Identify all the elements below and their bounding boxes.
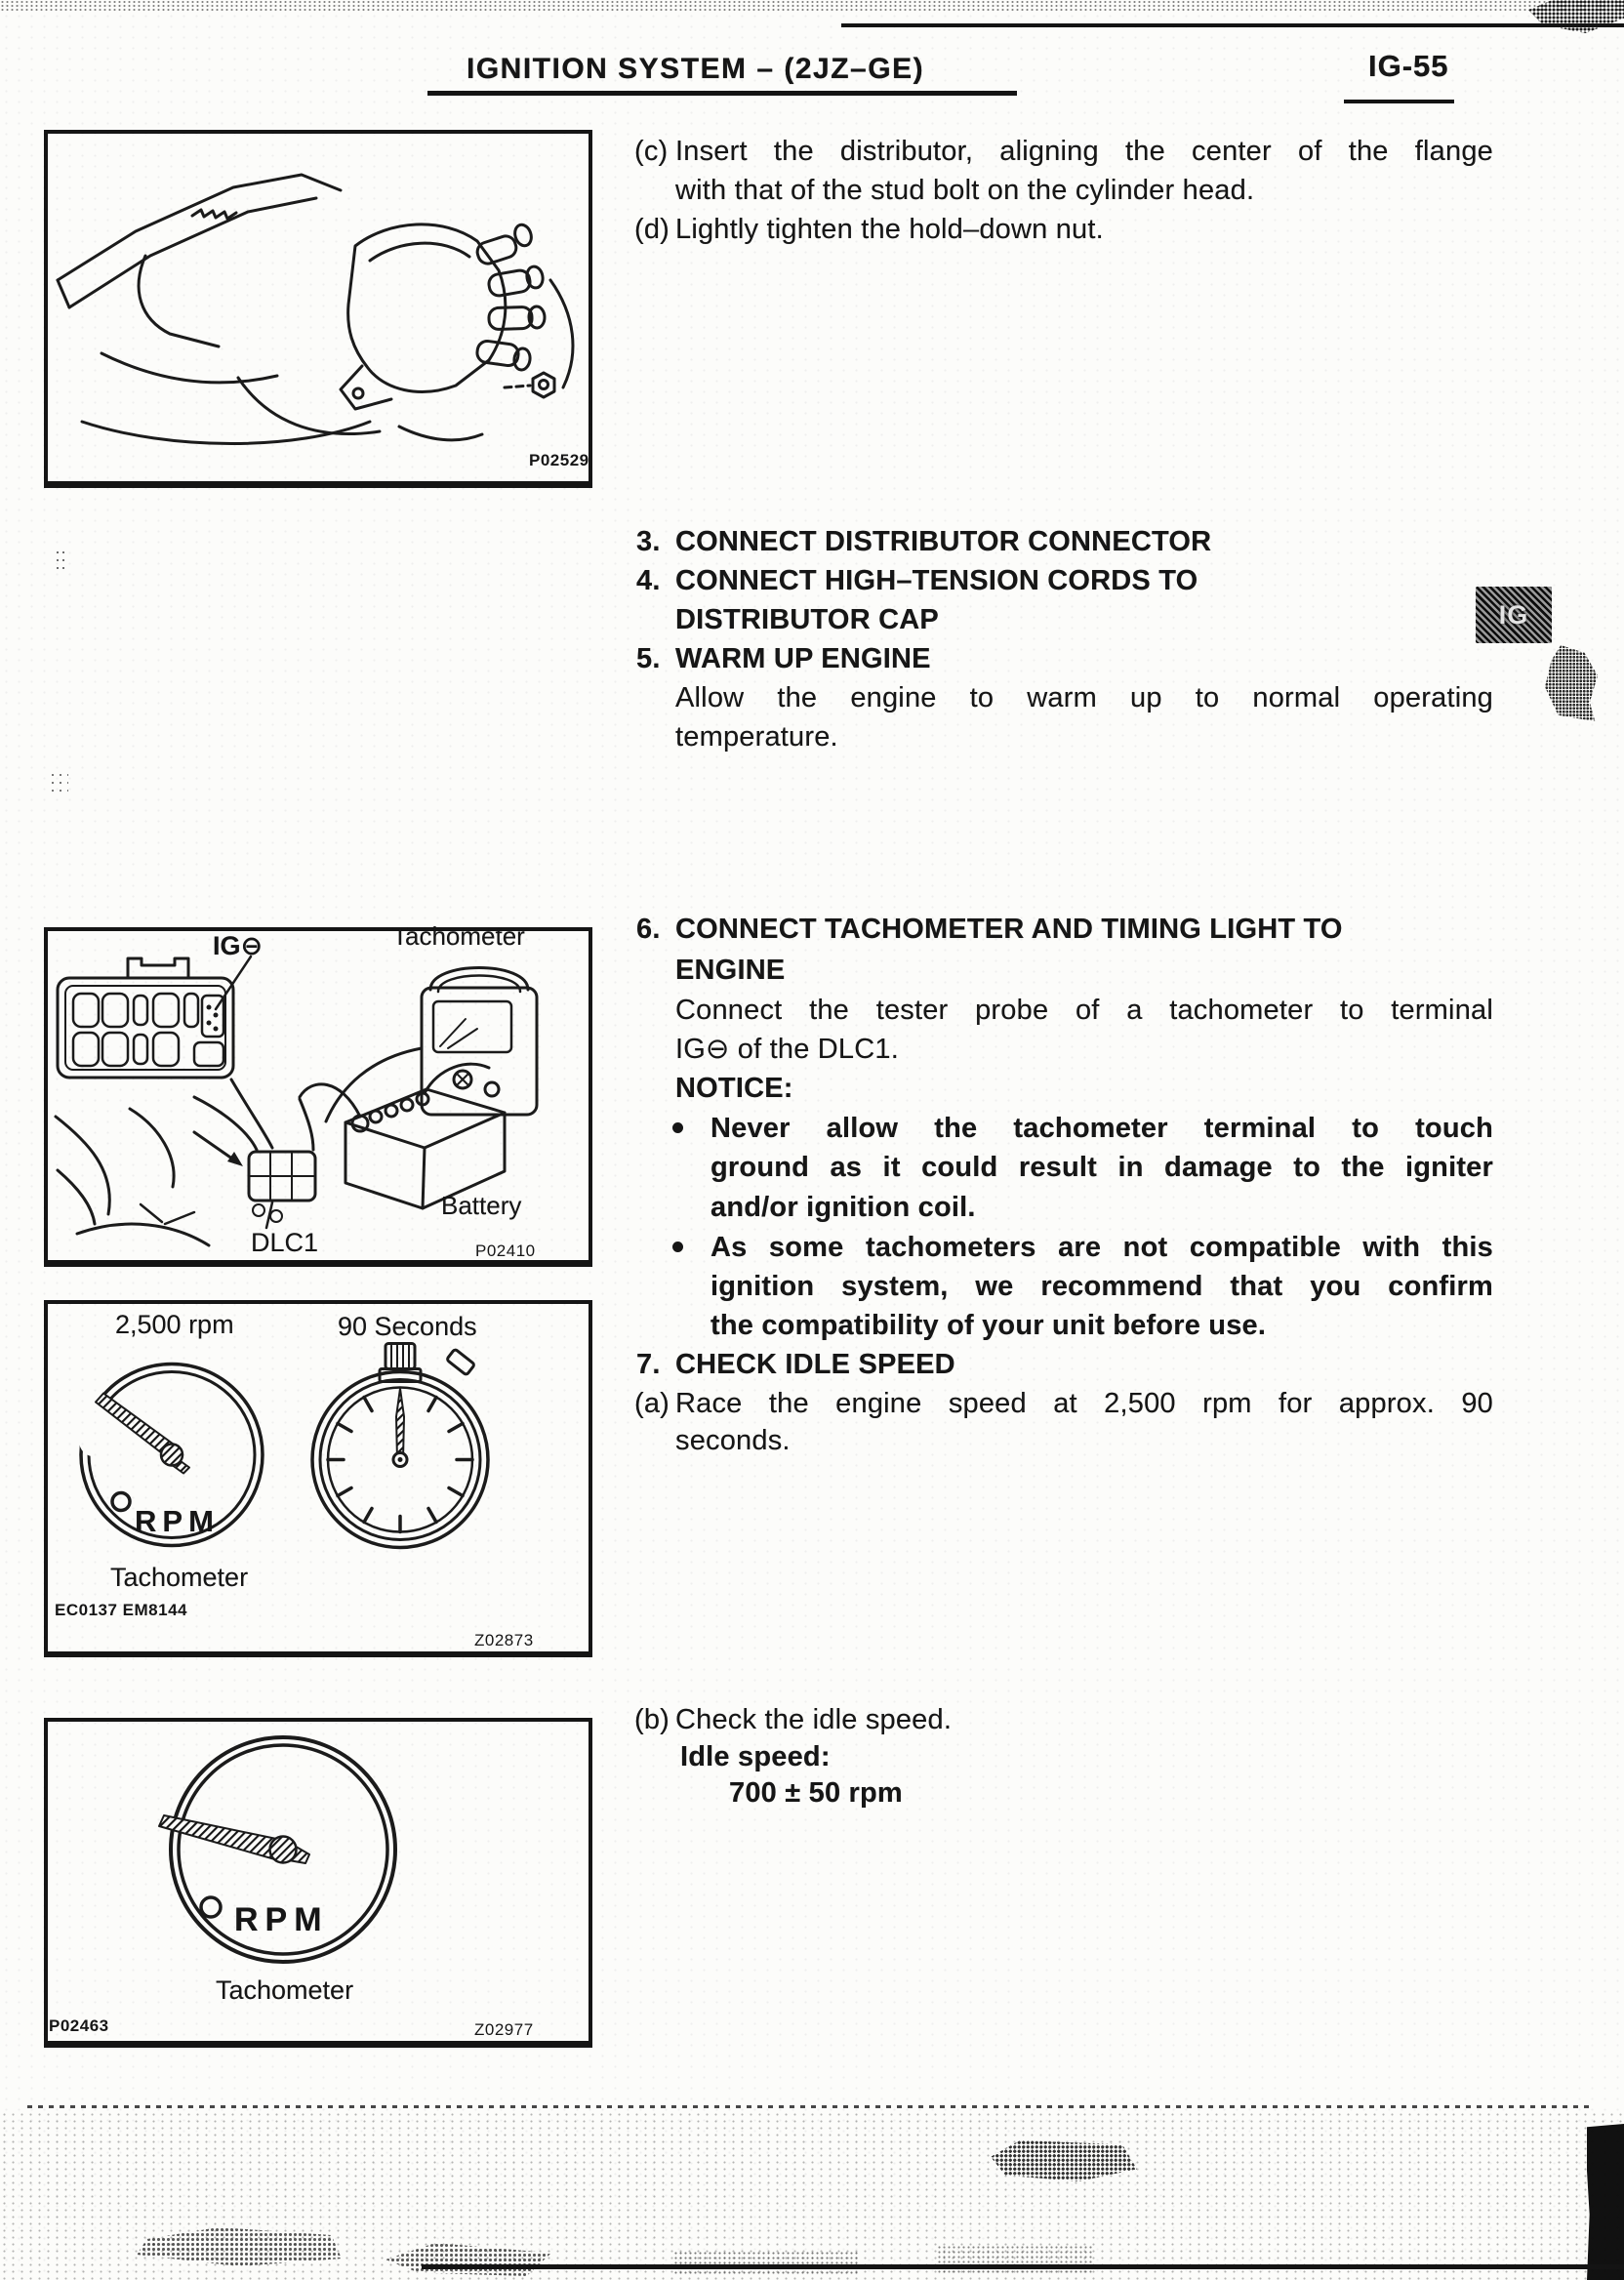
step-d-marker: (d) bbox=[634, 214, 670, 245]
item7-number: 7. bbox=[636, 1349, 661, 1380]
label-ig-terminal: IG⊖ bbox=[213, 931, 264, 960]
distributor-line-art bbox=[48, 134, 589, 481]
scan-noise-margin-2 bbox=[49, 771, 68, 794]
item6-number: 6. bbox=[636, 914, 661, 945]
idle-speed-label: Idle speed: bbox=[680, 1741, 831, 1772]
label-race-rpm: 2,500 rpm bbox=[115, 1310, 234, 1339]
figure-code: P02529 bbox=[529, 451, 589, 469]
top-right-rule bbox=[841, 23, 1624, 27]
label-dlc1: DLC1 bbox=[251, 1228, 319, 1257]
scan-noise-top-right-blob bbox=[1528, 0, 1624, 33]
item6-body-line-1: Connect the tester probe of a tachometer to terminal bbox=[675, 995, 1493, 1026]
race-engine-line-art bbox=[48, 1304, 589, 1651]
scan-noise-tab-blob bbox=[1545, 645, 1598, 721]
scan-noise-bottom-line bbox=[422, 2264, 1624, 2269]
item4-title-line-2: DISTRIBUTOR CAP bbox=[675, 604, 939, 635]
item5-number: 5. bbox=[636, 643, 661, 674]
scan-noise-bottom-band bbox=[0, 2111, 1624, 2280]
step-d-text: Lightly tighten the hold–down nut. bbox=[675, 214, 1104, 245]
scan-noise-cluster-3 bbox=[386, 2243, 551, 2276]
notice-bullet-1-line-1: Never allow the tachometer terminal to touch bbox=[710, 1113, 1493, 1144]
gauge-dial-text: RPM bbox=[234, 1901, 329, 1938]
bullet-dot bbox=[672, 1122, 683, 1133]
item4-title-line-1: CONNECT HIGH–TENSION CORDS TO bbox=[675, 565, 1198, 596]
item5-body-line-2: temperature. bbox=[675, 721, 838, 753]
notice-bullet-2-line-2: ignition system, we recommend that you confirm bbox=[710, 1271, 1493, 1302]
section-tab bbox=[1476, 587, 1552, 643]
figure-code-right: Z02977 bbox=[474, 2020, 534, 2039]
item5-body-line-1: Allow the engine to warm up to normal operating bbox=[675, 682, 1493, 713]
label-idle-tachometer: Tachometer bbox=[216, 1975, 354, 2005]
gauge-dial-text: RPM bbox=[135, 1504, 220, 1538]
item3-title: CONNECT DISTRIBUTOR CONNECTOR bbox=[675, 526, 1212, 557]
page-number: IG-55 bbox=[1368, 49, 1449, 83]
notice-bullet-1-line-3: and/or ignition coil. bbox=[710, 1192, 976, 1223]
label-tachometer: Tachometer bbox=[392, 921, 525, 951]
scan-noise-cluster-5 bbox=[937, 2245, 1093, 2274]
scan-noise-right-bar bbox=[1587, 2124, 1624, 2280]
step-a-line-2: seconds. bbox=[675, 1425, 791, 1456]
figure-code-left: P02463 bbox=[49, 2016, 109, 2035]
item4-number: 4. bbox=[636, 565, 661, 596]
scan-noise-cluster-1 bbox=[991, 2140, 1137, 2181]
step-b-marker: (b) bbox=[634, 1704, 670, 1735]
step-b-text: Check the idle speed. bbox=[675, 1704, 953, 1735]
item6-title-line-1: CONNECT TACHOMETER AND TIMING LIGHT TO bbox=[675, 914, 1343, 945]
notice-label: NOTICE: bbox=[675, 1073, 793, 1104]
scan-noise-cluster-2 bbox=[137, 2227, 342, 2266]
scan-noise-bottom-dotted-rule bbox=[27, 2105, 1591, 2108]
item6-title-line-2: ENGINE bbox=[675, 955, 786, 986]
scan-noise-top-band bbox=[0, 0, 1624, 13]
step-c-line-1: Insert the distributor, aligning the center of the flange bbox=[675, 136, 1493, 167]
item3-number: 3. bbox=[636, 526, 661, 557]
figure-ref: EC0137 EM8144 bbox=[55, 1601, 187, 1619]
scan-noise-cluster-4 bbox=[673, 2251, 859, 2274]
step-a-line-1: Race the engine speed at 2,500 rpm for approx. 90 bbox=[675, 1388, 1493, 1419]
item7-title: CHECK IDLE SPEED bbox=[675, 1349, 955, 1380]
step-c-marker: (c) bbox=[634, 136, 669, 167]
figure-code: Z02873 bbox=[474, 1631, 534, 1649]
idle-speed-value: 700 ± 50 rpm bbox=[729, 1777, 903, 1809]
notice-bullet-2-line-3: the compatibility of your unit before use. bbox=[710, 1310, 1267, 1341]
item5-title: WARM UP ENGINE bbox=[675, 643, 931, 674]
item6-body-line-2: IG⊖ of the DLC1. bbox=[675, 1034, 899, 1065]
notice-bullet-1-line-2: ground as it could result in damage to the igniter bbox=[710, 1152, 1493, 1183]
page-number-underline bbox=[1344, 100, 1454, 103]
step-c-line-2: with that of the stud bolt on the cylinder head. bbox=[675, 175, 1255, 206]
figure-distributor-install bbox=[44, 130, 592, 488]
notice-bullet-2-line-1: As some tachometers are not compatible with this bbox=[710, 1232, 1493, 1263]
step-a-marker: (a) bbox=[634, 1388, 670, 1419]
label-race-seconds: 90 Seconds bbox=[338, 1312, 477, 1341]
scan-noise-margin-1 bbox=[55, 549, 64, 572]
figure-code: P02410 bbox=[475, 1242, 536, 1260]
section-tab-label: IG bbox=[1498, 599, 1529, 630]
label-race-tachometer: Tachometer bbox=[110, 1563, 249, 1592]
page-title-underline bbox=[427, 91, 1017, 96]
bullet-dot bbox=[672, 1242, 683, 1252]
label-battery: Battery bbox=[441, 1191, 522, 1220]
page-title: IGNITION SYSTEM – (2JZ–GE) bbox=[467, 53, 925, 85]
